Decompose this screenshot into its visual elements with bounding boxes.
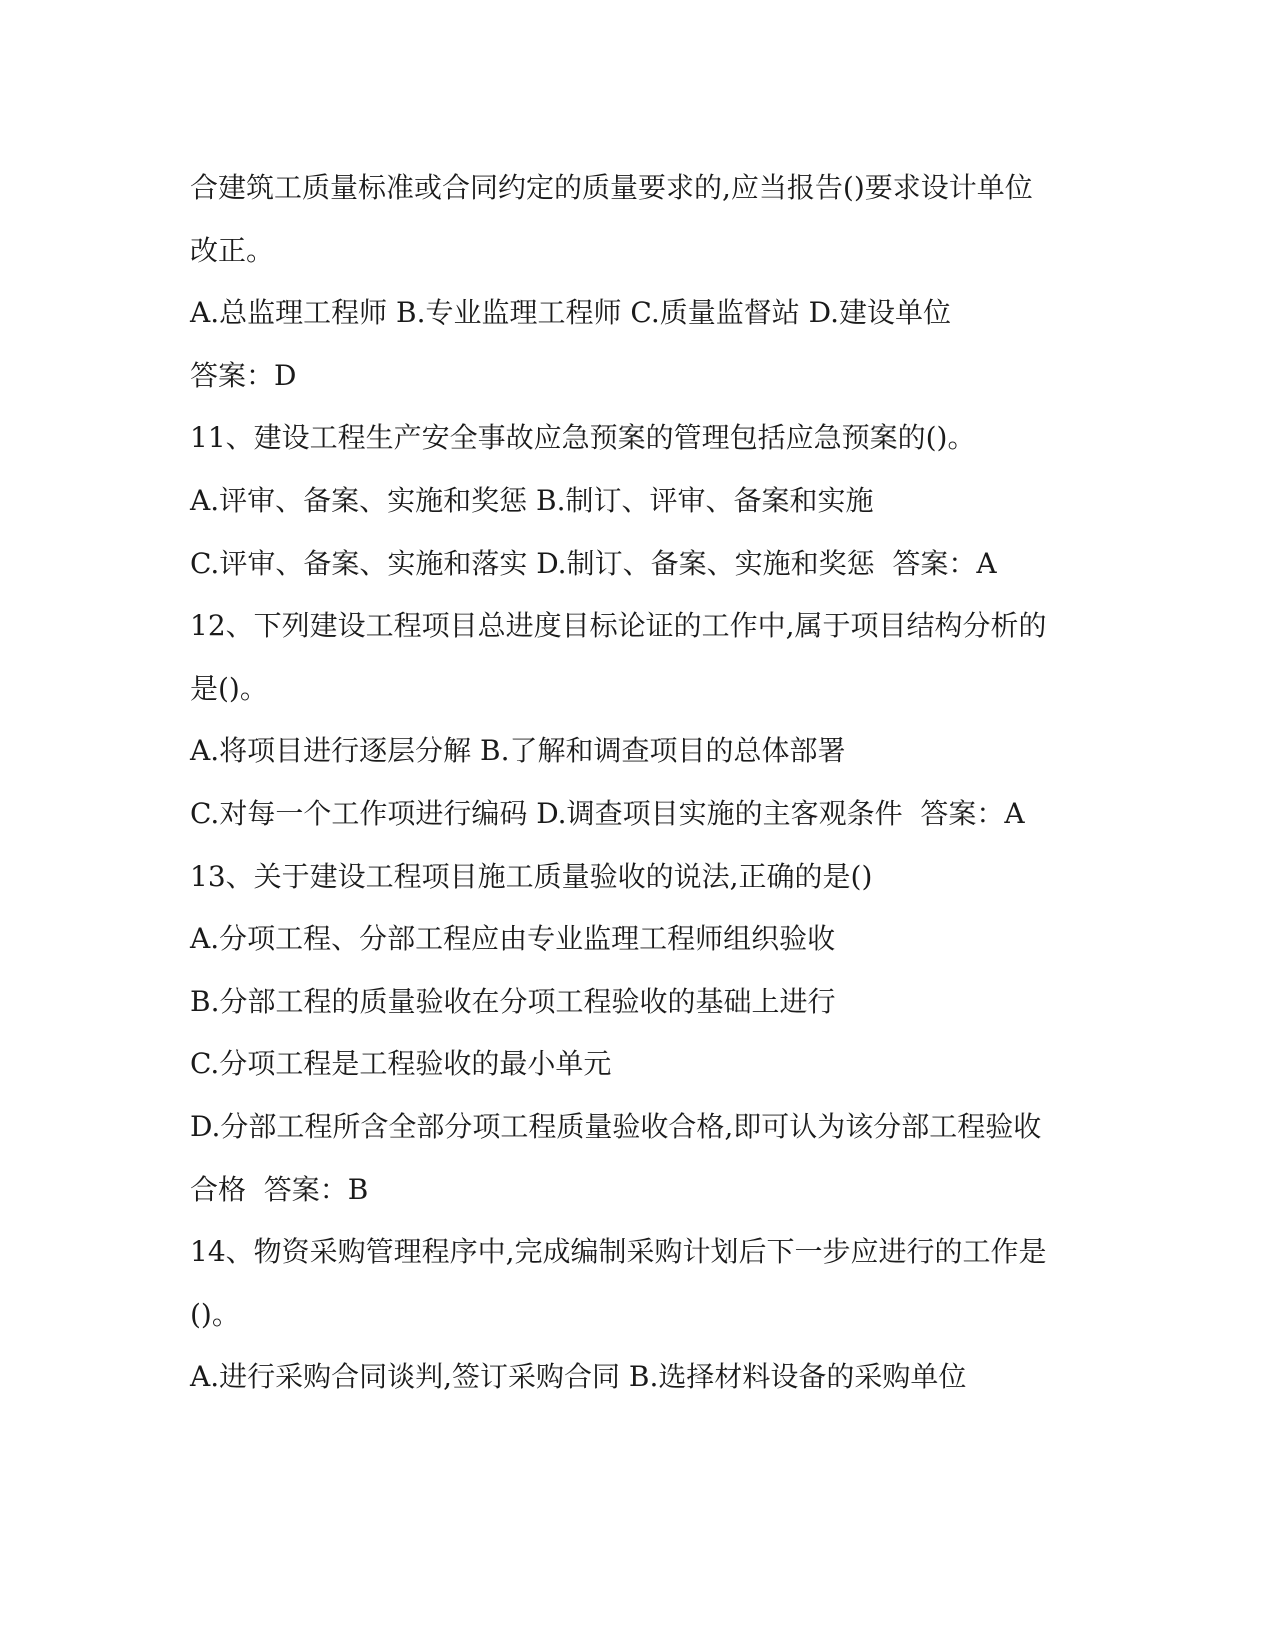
document-body bbox=[190, 157, 1090, 1409]
text-line: 合建筑工质量标准或合同约定的质量要求的,应当报告()要求设计单位 bbox=[190, 171, 1033, 204]
option-line: A.分项工程、分部工程应由专业监理工程师组织验收 bbox=[190, 922, 836, 956]
option-line: D.分部工程所含全部分项工程质量验收合格,即可认为该分部工程验收 bbox=[190, 1109, 1042, 1143]
text-line: 是()。 bbox=[190, 671, 268, 705]
answer-line: 合格 答案：B bbox=[190, 1172, 369, 1206]
option-line: B.分部工程的质量验收在分项工程验收的基础上进行 bbox=[190, 984, 836, 1018]
option-line: A.进行采购合同谈判,签订采购合同 B.选择材料设备的采购单位 bbox=[190, 1360, 967, 1394]
option-line: C.对每一个工作项进行编码 D.调查项目实施的主客观条件 答案：A bbox=[190, 796, 1025, 830]
option-line: A.总监理工程师 B.专业监理工程师 C.质量监督站 D.建设单位 bbox=[190, 296, 951, 330]
question-12: 12、下列建设工程项目总进度目标论证的工作中,属于项目结构分析的 bbox=[190, 609, 1047, 643]
question-11: 11、建设工程生产安全事故应急预案的管理包括应急预案的()。 bbox=[190, 421, 976, 455]
text-line: ()。 bbox=[190, 1297, 240, 1331]
option-line: A.将项目进行逐层分解 B.了解和调查项目的总体部署 bbox=[190, 734, 846, 768]
question-13: 13、关于建设工程项目施工质量验收的说法,正确的是() bbox=[190, 859, 873, 893]
option-line: C.评审、备案、实施和落实 D.制订、备案、实施和奖惩 答案：A bbox=[190, 546, 997, 580]
option-line: A.评审、备案、实施和奖惩 B.制订、评审、备案和实施 bbox=[190, 483, 874, 517]
option-line: C.分项工程是工程验收的最小单元 bbox=[190, 1047, 612, 1081]
answer-line: 答案：D bbox=[190, 358, 297, 392]
question-14: 14、物资采购管理程序中,完成编制采购计划后下一步应进行的工作是 bbox=[190, 1235, 1047, 1269]
text-line: 改正。 bbox=[190, 233, 275, 267]
